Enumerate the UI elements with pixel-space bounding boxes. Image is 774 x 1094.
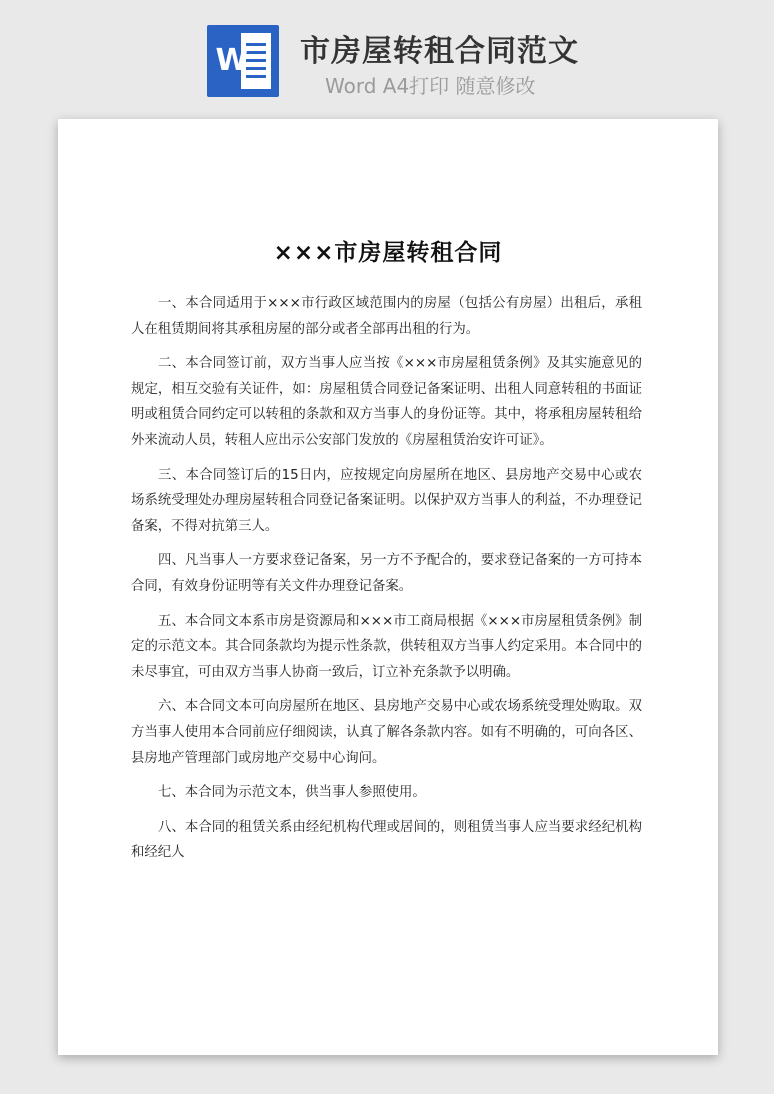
word-document-icon <box>207 25 279 97</box>
paragraph: 二、本合同签订前，双方当事人应当按《×××市房屋租赁条例》及其实施意见的规定，相互交验有关证件，如：房屋租赁合同登记备案证明、出租人同意转租的书面证明或租赁合同约定可以转租的条款和双方当事人的身份证等。其中，将承租房屋转租给外来流动人员，转租人应出示公安部门发放的《房屋租赁治安许可证》。 <box>131 356 642 448</box>
header <box>0 0 774 110</box>
paragraph: 一、本合同适用于×××市行政区域范围内的房屋（包括公有房屋）出租后，承租人在租赁期间将其承租房屋的部分或者全部再出租的行为。 <box>131 296 642 337</box>
page-subtitle: Word A4打印 随意修改 <box>325 74 536 98</box>
paragraph: 六、本合同文本可向房屋所在地区、县房地产交易中心或农场系统受理处购取。双方当事人使用本合同前应仔细阅读，认真了解各条款内容。如有不明确的，可向各区、县房地产管理部门或房地产交易中心询问。 <box>131 699 642 766</box>
paragraph: 四、凡当事人一方要求登记备案，另一方不予配合的，要求登记备案的一方可持本合同，有效身份证明等有关文件办理登记备案。 <box>131 553 642 594</box>
document-body <box>131 291 642 875</box>
page-title: 市房屋转租合同范文 <box>300 34 579 69</box>
paragraph: 三、本合同签订后的15日内，应按规定向房屋所在地区、县房地产交易中心或农场系统受理处办理房屋转租合同登记备案证明。以保护双方当事人的利益，不办理登记备案，不得对抗第三人。 <box>131 467 642 534</box>
paragraph: 七、本合同为示范文本，供当事人参照使用。 <box>158 785 426 801</box>
word-icon-letter: W <box>215 43 249 78</box>
paragraph: 八、本合同的租赁关系由经纪机构代理或居间的，则租赁当事人应当要求经纪机构和经纪人 <box>131 819 642 861</box>
document-title: ×××市房屋转租合同 <box>273 240 503 266</box>
document-page <box>58 119 718 1055</box>
paragraph: 五、本合同文本系市房是资源局和×××市工商局根据《×××市房屋租赁条例》制定的示范文本。其合同条款均为提示性条款，供转租双方当事人约定采用。本合同中的未尽事宜，可由双方当事人协商一致后，订立补充条款予以明确。 <box>131 613 642 680</box>
